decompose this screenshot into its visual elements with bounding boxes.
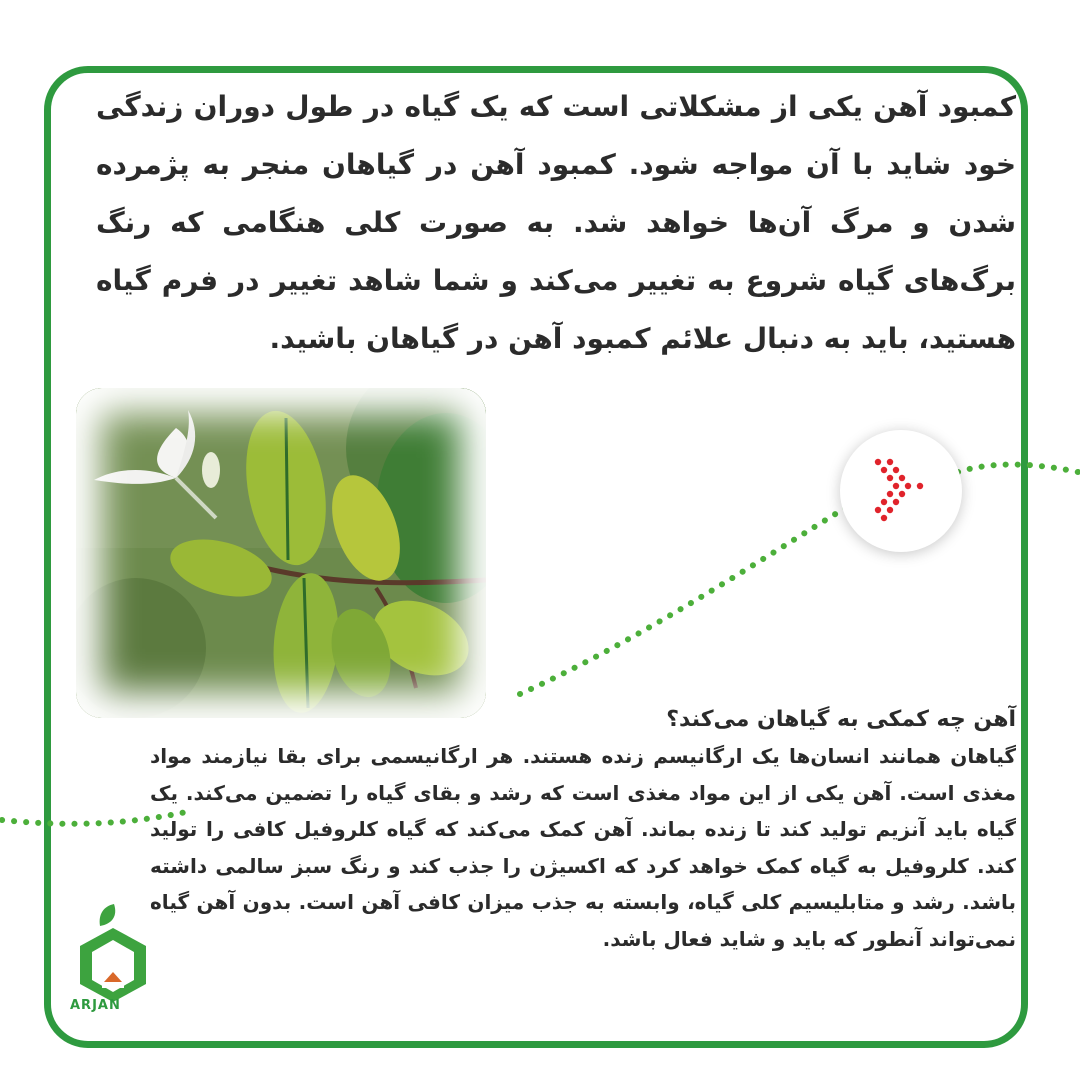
chevron-circle [840,430,962,552]
dotted-chevron-right-icon [840,430,962,552]
logo-wordmark: ARJAN [70,998,121,1013]
intro-paragraph: کمبود آهن یکی از مشکلاتی است که یک گیاه در طول دوران زندگی خود شاید با آن مواجه شود. کمبود آهن در گیاهان منجر به پژمرده شدن و مرگ آن‌ها خواهد شد. به صورت کلی هنگامی که رنگ برگ‌های گیاه شروع به تغییر می‌کند و شما شاهد تغییر در فرم گیاه هستید، باید به دنبال علائم کمبود آهن در گیاهان باشید. [96,90,1016,355]
section-heading: آهن چه کمکی به گیاهان می‌کند؟ [666,707,1016,732]
iron-benefits-section [150,702,1016,957]
section-body: گیاهان همانند انسان‌ها یک ارگانیسم زنده هستند. هر ارگانیسمی برای بقا نیازمند مواد مغذی است. آهن یکی از این مواد مغذی است که رشد و بقای گیاه را تضمین می‌کند. یک گیاه باید آنزیم تولید کند تا زنده بماند. آهن کمک می‌کند که گیاه کلروفیل کافی را تولید کند. کلروفیل به گیاه کمک خواهد کرد که اکسیژن را جذب کند و رنگ سبز سالمی داشته باشد. رشد و متابلیسیم کلی گیاه، وابسته به جذب میزان کافی آهن است. بدون آهن گیاه نمی‌تواند آنطور که باید و شاید فعال باشد. [150,744,1016,951]
chlorotic-plant-photo [76,388,486,718]
